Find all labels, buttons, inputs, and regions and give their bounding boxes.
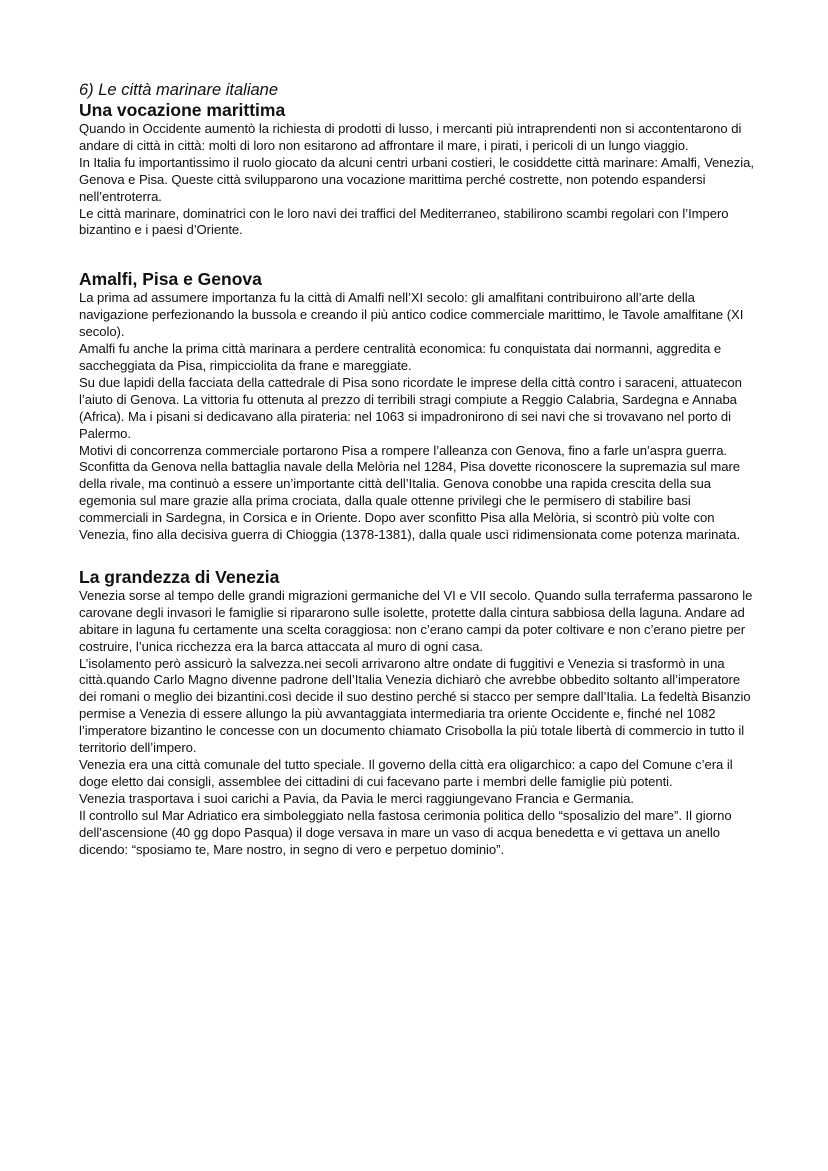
paragraph: Venezia era una città comunale del tutto speciale. Il governo della città era oligarchico: a capo del Comune c’era il doge eletto dai consigli, assemblee dei cittadini di cui facevano parte i membri delle famiglie più potenti.: [79, 757, 733, 789]
paragraph: Su due lapidi della facciata della cattedrale di Pisa sono ricordate le imprese della città contro i saraceni, attuatecon l’aiuto di Genova. La vittoria fu ottenuta al prezzo di terribili stragi compiute a Reggio Calabria, Sardegna e Annaba (Africa). Ma i pisani si dedicavano alla pirateria: nel 1063 si impadronirono di sei navi che si trovavano nel porto di Palermo.: [79, 374, 742, 441]
section-title: Una vocazione marittima: [79, 100, 286, 120]
section-title: Amalfi, Pisa e Genova: [79, 269, 262, 290]
paragraph: Il controllo sul Mar Adriatico era simboleggiato nella fastosa cerimonia politica dello “sposalizio del mare”. Il giorno dell’ascensione (40 gg dopo Pasqua) il doge versava in mare un vaso di acqua benedetta e vi gettava un anello dicendo: “sposiamo te, Mare nostro, in segno di vero e perpetuo dominio”.: [79, 807, 732, 857]
section-spacer: [79, 239, 759, 269]
section-amalfi-pisa-genova: [79, 269, 759, 544]
paragraph: Le città marinare, dominatrici con le loro navi dei traffici del Mediterraneo, stabilirono scambi regolari con l’Impero bizantino e i paesi d’Oriente.: [79, 205, 729, 238]
paragraph: Venezia trasportava i suoi carichi a Pavia, da Pavia le merci raggiungevano Francia e Germania.: [79, 790, 634, 806]
section-spacer: [79, 544, 759, 567]
section-vocazione-marittima: [79, 100, 759, 239]
document-page: [79, 80, 759, 858]
section-grandezza-venezia: [79, 567, 759, 859]
paragraph: Motivi di concorrenza commerciale portarono Pisa a rompere l’alleanza con Genova, fino a farle un’aspra guerra. Sconfitta da Genova nella battaglia navale della Melòria nel 1284, Pisa dovette riconoscere la supremazia sul mare della rivale, ma continuò a essere un’importante città dell’Italia. Genova conobbe una rapida crescita della sua egemonia sul mare grazie alla prima crociata, dalla quale ottenne privilegi che le permisero di stabilire basi commerciali in Sardegna, in Corsica e in Oriente. Dopo aver sconfitto Pisa alla Melòria, si scontrò più volte con Venezia, fino alla decisiva guerra di Chioggia (1378-1381), dalla quale uscì ridimensionata come potenza marinata.: [79, 442, 741, 543]
paragraph: Quando in Occidente aumentò la richiesta di prodotti di lusso, i mercanti più intraprendenti non si accontentarono di andare di città in città: molti di loro non esitarono ad affrontare il mare, i pirati, i pericoli di un lungo viaggio.: [79, 121, 742, 153]
paragraph: L’isolamento però assicurò la salvezza.nei secoli arrivarono altre ondate di fuggitivi e Venezia si trasformò in una città.quando Carlo Magno divenne padrone dell’Italia Venezia dichiarò che avrebbe obbedito soltanto all’imperatore dei romani o meglio dei bizantini.così decide il suo destino perché si stacco per sempre dall’Italia. La fedeltà Bisanzio permise a Venezia di essere allungo la più avvantaggiata intermediaria tra oriente Occidente e, finché nel 1082 l’imperatore bizantino le concesse con un documento chiamato Crisobolla la più totale libertà di commercio in tutto il territorio dell’impero.: [79, 655, 751, 756]
paragraph: Venezia sorse al tempo delle grandi migrazioni germaniche del VI e VII secolo. Quando sulla terraferma passarono le carovane degli invasori le famiglie si ripararono sulle isolette, protette dalla cintura sabbiosa della laguna. Andare ad abitare in laguna fu certamente una scelta coraggiosa: non c’erano campi da poter coltivare e non c’erano pietre per costruire, l’unica ricchezza era la barca attaccata al muro di ogni casa.: [79, 587, 753, 654]
chapter-title: 6) Le città marinare italiane: [79, 81, 279, 99]
section-title: La grandezza di Venezia: [79, 566, 280, 587]
paragraph: Amalfi fu anche la prima città marinara a perdere centralità economica: fu conquistata dai normanni, aggredita e saccheggiata da Pisa, rimpicciolita da frane e mareggiate.: [79, 341, 722, 373]
paragraph: In Italia fu importantissimo il ruolo giocato da alcuni centri urbani costieri, le cosiddette città marinare: Amalfi, Venezia, Genova e Pisa. Queste città svilupparono una vocazione marittima perché costrette, non potendo espandersi nell’entroterra.: [79, 154, 754, 204]
paragraph: La prima ad assumere importanza fu la città di Amalfi nell’XI secolo: gli amalfitani contribuirono all’arte della navigazione perfezionando la bussola e creando il più antico codice commerciale marittimo, le Tavole amalfitane (XI secolo).: [79, 290, 744, 340]
